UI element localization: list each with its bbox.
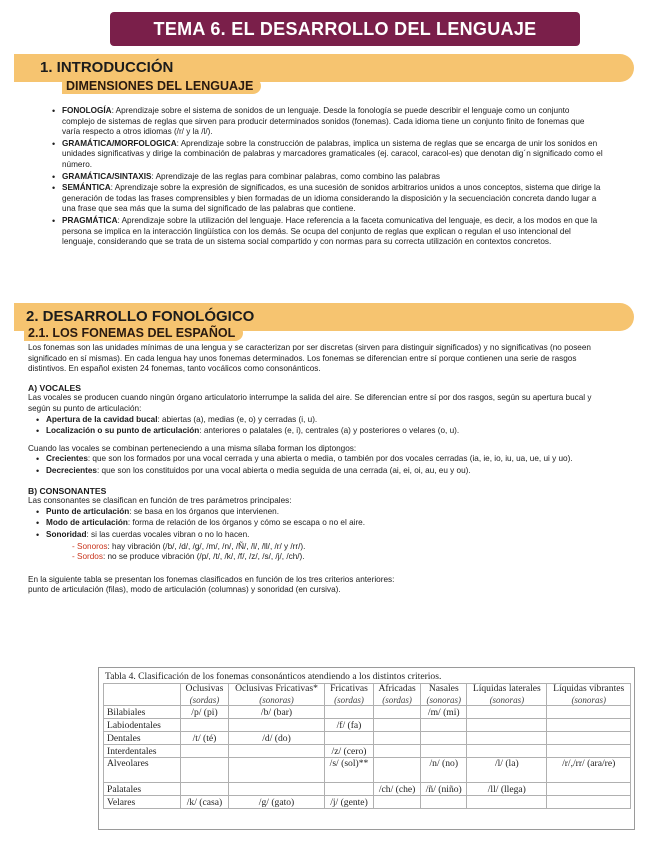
table-row <box>104 719 631 732</box>
section-1-subheading: DIMENSIONES DEL LENGUAJE <box>62 78 261 94</box>
page-title: TEMA 6. EL DESARROLLO DEL LENGUAJE <box>110 12 580 46</box>
table-cell <box>467 796 547 809</box>
table-row <box>104 732 631 745</box>
row-header: Velares <box>104 796 181 809</box>
column-header: Nasales (sonoras) <box>421 684 467 706</box>
list-item: • Apertura de la cavidad bucal: abiertas (a), medias (e, o) y cerradas (i, u). <box>46 415 604 426</box>
table-row <box>104 758 631 783</box>
section-1-heading: 1. INTRODUCCIÓN <box>40 59 174 76</box>
table-cell: /p/ (pi) <box>181 706 229 719</box>
table-cell: /d/ (do) <box>228 732 324 745</box>
table-header-row <box>104 684 631 706</box>
table-cell <box>181 783 229 796</box>
list-item: • Crecientes: que son los formados por una vocal cerrada y una abierta o media, o también por dos vocales cerradas (ia, ie, io, iu, ua, ue, ui y uo). <box>46 454 604 465</box>
table-cell: /r/,/rr/ (ara/re) <box>547 758 631 783</box>
table-cell <box>373 706 420 719</box>
vocales-heading: A) VOCALES <box>28 382 81 393</box>
column-header: Líquidas laterales (sonoras) <box>467 684 547 706</box>
row-header: Palatales <box>104 783 181 796</box>
table-cell <box>421 796 467 809</box>
table-cell: /ñ/ (niño) <box>421 783 467 796</box>
table-cell <box>547 745 631 758</box>
consonant-table-figure <box>98 667 635 830</box>
table-cell <box>373 732 420 745</box>
dimensions-list <box>44 106 604 248</box>
table-cell <box>228 758 324 783</box>
fonemas-body <box>28 343 604 596</box>
table-cell <box>467 745 547 758</box>
table-row <box>104 783 631 796</box>
table-cell <box>547 706 631 719</box>
table-cell <box>228 719 324 732</box>
vocales-list <box>28 415 604 437</box>
table-cell <box>373 745 420 758</box>
table-cell <box>325 783 374 796</box>
row-header: Alveolares <box>104 758 181 783</box>
consonantes-list <box>28 507 604 541</box>
table-cell <box>547 783 631 796</box>
table-cell <box>228 783 324 796</box>
column-header: Fricativas (sordas) <box>325 684 374 706</box>
consonantes-heading: B) CONSONANTES <box>28 485 107 496</box>
table-cell <box>421 745 467 758</box>
list-item: • FONOLOGÍA: Aprendizaje sobre el sistema de sonidos de un lenguaje. Desde la fonología se puede describir el lenguaje como un conjunto complejo de sistemas de reglas que sirven para producir determinados sonidos (fonemas). Cada idioma tiene un conjunto finito de fonemas que varía respecto a otros idiomas (/r/ y la /l/). <box>62 106 604 138</box>
table-cell <box>325 732 374 745</box>
sordos-line: - Sordos: no se produce vibración (/p/, /t/, /k/, /f/, /z/, /s/, /j/, /ch/). <box>72 552 305 562</box>
table-cell <box>181 758 229 783</box>
row-header: Interdentales <box>104 745 181 758</box>
list-item: • Sonoridad: si las cuerdas vocales vibran o no lo hacen. <box>46 530 604 541</box>
table-cell <box>547 796 631 809</box>
table-cell: /t/ (té) <box>181 732 229 745</box>
table-cell <box>373 796 420 809</box>
table-cell: /m/ (mi) <box>421 706 467 719</box>
list-item: • PRAGMÁTICA: Aprendizaje sobre la utilización del lenguaje. Hace referencia a la faceta comunicativa del lenguaje, es decir, a los modos en que la persona se implica en la interacción lingüística con los demás. Se ocupa del conjunto de reglas que explican o regulan el uso intencional del lenguaje, considerando que se trata de un sistema social compartido y con normas para su correcta utilización en contextos concretos. <box>62 216 604 248</box>
diptongos-intro: Cuando las vocales se combinan perteneciendo a una misma sílaba forman los diptongos: <box>28 443 357 453</box>
table-cell: /k/ (casa) <box>181 796 229 809</box>
list-item: • GRAMÁTICA/SINTAXIS: Aprendizaje de las reglas para combinar palabras, como combino las palabras <box>62 172 604 183</box>
section-2-subheading: 2.1. LOS FONEMAS DEL ESPAÑOL <box>24 325 243 341</box>
list-item: • Decrecientes: que son los constituidos por una vocal abierta o media seguida de una cerrada (ai, ei, oi, au, eu y ou). <box>46 466 604 477</box>
list-item: • Punto de articulación: se basa en los órganos que intervienen. <box>46 507 604 518</box>
table-cell <box>181 745 229 758</box>
table-cell <box>467 732 547 745</box>
consonantes-intro: Las consonantes se clasifican en función de tres parámetros principales: <box>28 496 292 506</box>
table-cell <box>373 719 420 732</box>
table-row <box>104 745 631 758</box>
section-2-heading: 2. DESARROLLO FONOLÓGICO <box>26 308 255 325</box>
table-cell: /l/ (la) <box>467 758 547 783</box>
table-intro-2: punto de articulación (filas), modo de articulación (columnas) y sonoridad (en cursiva). <box>28 585 341 595</box>
sonoros-line: - Sonoros: hay vibración (/b/, /d/, /g/, /m/, /n/, /Ñ/, /l/, /ll/, /r/ y /rr/). <box>72 541 306 551</box>
vocales-intro: Las vocales se producen cuando ningún órgano articulatorio interrumpe la salida del aire. Se diferencian entre sí por dos rasgos, según su apertura bucal y según su punto de articulación: <box>28 393 592 413</box>
table-cell: /f/ (fa) <box>325 719 374 732</box>
table-cell: /n/ (no) <box>421 758 467 783</box>
row-header: Labiodentales <box>104 719 181 732</box>
dimensions-list-block <box>44 106 604 249</box>
table-cell <box>547 719 631 732</box>
table-row <box>104 796 631 809</box>
column-header: Líquidas vibrantes (sonoras) <box>547 684 631 706</box>
table-cell <box>467 719 547 732</box>
fonemas-intro: Los fonemas son las unidades mínimas de una lengua y se caracterizan por ser discretas (sirven para distinguir significados) y no significativas (no poseen significado en sí mismas). En cada lengua hay unos fonemas determinados. Los fonemas se diferencian entre sí porque contienen una serie de rasgos distintivos. En español existen 24 fonemas, tanto vocálicos como consonánticos. <box>28 343 591 374</box>
table-cell: /j/ (gente) <box>325 796 374 809</box>
table-cell: /b/ (bar) <box>228 706 324 719</box>
table-intro-1: En la siguiente tabla se presentan los fonemas clasificados en función de los tres criterios anteriores: <box>28 574 395 584</box>
column-header: Oclusivas (sordas) <box>181 684 229 706</box>
table-cell: /ch/ (che) <box>373 783 420 796</box>
table-cell <box>228 745 324 758</box>
table-cell: /s/ (sol)** <box>325 758 374 783</box>
column-header: Oclusivas Fricativas* (sonoras) <box>228 684 324 706</box>
table-row <box>104 706 631 719</box>
table-cell <box>467 706 547 719</box>
list-item: • Localización o su punto de articulación: anteriores o palatales (e, i), centrales (a) y posteriores o velares (o, u). <box>46 426 604 437</box>
table-cell <box>181 719 229 732</box>
table-cell <box>421 719 467 732</box>
diptongos-list <box>28 454 604 476</box>
column-header: Africadas (sordas) <box>373 684 420 706</box>
list-item: • Modo de articulación: forma de relación de los órganos y cómo se escapa o no el aire. <box>46 518 604 529</box>
table-corner <box>104 684 181 706</box>
table-cell <box>547 732 631 745</box>
table-cell <box>421 732 467 745</box>
list-item: • GRAMÁTICA/MORFOLOGICA: Aprendizaje sobre la construcción de palabras, implica un sistema de reglas que se encarga de unir los sonidos en unidades significativas y dirige la combinación de palabras y marcadores gramaticales (ej. caracol, caracol-es) que denotan dig´n significado como el número. <box>62 139 604 171</box>
consonant-table <box>103 683 631 809</box>
table-caption: Tabla 4. Clasificación de los fonemas consonánticos atendiendo a los distintos criterios. <box>105 671 442 682</box>
table-cell: /ll/ (llega) <box>467 783 547 796</box>
table-cell: /g/ (gato) <box>228 796 324 809</box>
table-cell <box>373 758 420 783</box>
row-header: Dentales <box>104 732 181 745</box>
table-cell <box>325 706 374 719</box>
row-header: Bilabiales <box>104 706 181 719</box>
list-item: • SEMÁNTICA: Aprendizaje sobre la expresión de significados, es una sucesión de sonidos arbitrarios unidos a unos conceptos, sistema que dirige la generación de todas las frases comprensibles y bien formadas de un idioma considerando la disposición y la secuenciación concreta dando lugar a una frase que sea más que la suma del significado de las palabras que contiene. <box>62 183 604 215</box>
table-cell: /z/ (cero) <box>325 745 374 758</box>
